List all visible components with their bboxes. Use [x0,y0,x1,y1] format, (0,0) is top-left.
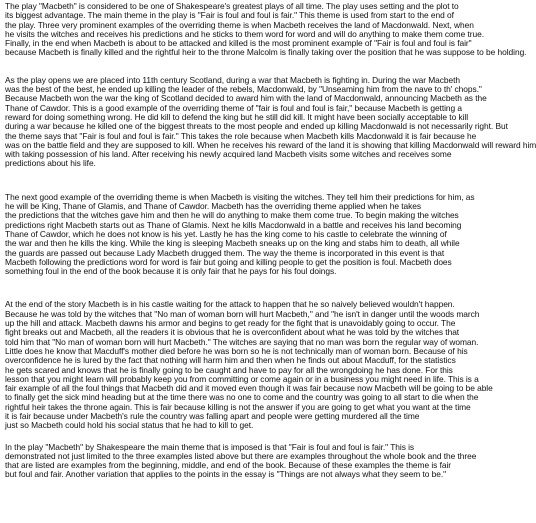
essay-line: reward for doing something wrong. He did kill to defend the king but he still did kill. It might have been socially acceptable to kill [5,111,469,122]
essay-line: rightful heir takes the throne again. This is fair because killing is not the answer if you are going to get what you want at the time [5,401,471,412]
essay-line: was on the battle field and they are supposed to kill. When he receives his reward of the land it is showing that killing Macdonwald will reward him [5,139,536,150]
essay-line: just so Macbeth could hold his social status that he had to kill to get. [5,420,254,431]
paragraph-second-example [5,191,475,277]
essay-line: the play. Three very prominent examples of the overriding theme is when Macbeth receives the land of Macdonwald. Next, when [5,19,474,30]
essay-line: the war and then he kills the king. While the king is sleeping Macbeth sneaks up on the king and stabs him to death, all while [5,238,460,249]
essay-line: he visits the witches and receives his predictions and he sticks to them word for word and will do anything to make them come true. [5,28,484,39]
essay-line: it is fair because under Macbeth's rule the country was falling apart and people were getting murdered all the time [5,410,420,421]
essay-document [5,1,536,480]
essay-line: he will be King, Thane of Glamis, and Thane of Cawdor. Macbeth has the overriding theme applied when he takes [5,201,422,212]
paragraph-gap [5,276,471,300]
essay-line: told him that "No man of woman born will hurt Macbeth." The witches are saying that no man was born the regular way of woman. [5,336,479,347]
essay-line: In the play "Macbeth" by Shakespeare the main theme that is imposed is that "Fair is foul and foul is fair." This is [5,441,415,452]
essay-line: Little does he know that Macduff's mother died before he was born so he is not technically man of woman born. Because of his [5,345,468,356]
essay-line: during a war because he killed one of the biggest threats to the most people and ended up killing Macdonwald is not necessarily right. But [5,121,508,132]
essay-line: he gets scared and knows that he is finally going to be caught and have to pay for all the wrongdoing he has done. For this [5,364,453,375]
essay-line: demonstrated not just limited to the three examples listed above but there are examples throughout the whole book and the three [5,450,477,461]
essay-line: the predictions that the witches gave him and then he will do anything to make them come true. To begin making the witches [5,210,459,221]
essay-line: that are listed are examples from the beginning, middle, and end of the book. Because of these examples the theme is fair [5,460,452,471]
essay-line: Finally, in the end when Macbeth is about to be attacked and killed is the most prominent example of "Fair is foul and foul is fair" [5,38,472,49]
essay-line: The play "Macbeth" is considered to be one of Shakespeare's greatest plays of all time. The play uses setting and the plot to [5,1,459,11]
essay-line: something foul in the end of the book because it is only fair that he pays for his foul doings. [5,266,337,277]
essay-line: the guards are passed out because Lady Macbeth drugged them. The way the theme is incorporated in this event is that [5,247,445,258]
essay-line: As the play opens we are placed into 11th century Scotland, during a war that Macbeth is fighting in. During the war Macbeth [5,74,460,85]
essay-line: fair example of all the foul things that Macbeth did and it moved even though it was fair because now Macbeth will be going to be able [5,383,493,394]
essay-line: Thane of Cawdor, which he does not know is his yet. Lastly he has the king come to his castle to celebrate the winning of [5,228,447,239]
essay-line: up the hill and attack. Macbeth dawns his armor and begins to get ready for the fight that is unavoidably going to occur. The [5,318,456,329]
essay-line: predictions about his life. [5,158,96,169]
essay-line: Because he was told by the witches that "No man of woman born will hurt Macbeth," and "he isn't in danger until the woods march [5,308,480,319]
paragraph-gap [5,58,471,76]
essay-line: The next good example of the overriding theme is when Macbeth is visiting the witches. They tell him their predictions for him, as [5,191,475,202]
essay-line: its biggest advantage. The main theme in the play is "Fair is foul and foul is fair." This theme is used from start to the end of [5,10,454,21]
essay-line: to finally get the sick mind heading but at the time there was no one to come and the country was going to all start to die when the [5,392,479,403]
essay-line: with taking possession of his land. After receiving his newly acquired land Macbeth visits some witches and receives some [5,149,452,160]
paragraph-gap [5,431,471,443]
essay-line: Because Macbeth won the war the king of Scotland decided to award him with the land of Macdonwald, announcing Macbeth as the [5,93,487,104]
essay-line: overconfidence he is lured by the fact that nothing will harm him and then when he finds out about Macduff, for the statistics [5,355,456,366]
essay-line: but foul and fair. Another variation that applies to the points in the essay is "Things are not always what they seem to be." [5,469,447,480]
essay-line: At the end of the story Macbeth is in his castle waiting for the attack to happen that he so naively believed wouldn't happen. [5,299,455,310]
paragraph-conclusion [5,441,477,480]
paragraph-third-example [5,299,493,431]
essay-line: lesson that you might learn will probably keep you from committing or come again or in a business you might need in life. This is a [5,373,479,384]
essay-line: predictions right Macbeth starts out as Thane of Glamis. Next he kills Macdonwald in a battle and receives his land becoming [5,219,462,230]
essay-line: was the best of the best, he ended up killing the leader of the rebels, Macdonwald, by "Unseaming him from the nave to th' chops." [5,84,482,95]
paragraph-gap [5,169,471,193]
essay-line: fight breaks out and Macbeth, all the readers it is obvious that he is overconfident about what he was told by the witches that [5,327,460,338]
paragraph-introduction [5,1,527,58]
essay-line: Macbeth following the predictions word for word is fair but going and killing people to get the position is foul. Macbeth does [5,256,452,267]
essay-line: Thane of Cawdor. This is a good example of the overriding theme of "fair is foul and foul is fair," because Macbeth is getting a [5,102,463,113]
essay-line: the theme says that "Fair is foul and foul is fair." This takes the role because when Macbeth kills Macdonwald it is fair because he [5,130,477,141]
paragraph-first-example [5,74,536,169]
essay-line: because Macbeth is finally killed and the rightful heir to the throne Malcolm is finally taking over the position that he was suppose to be holding. [5,47,527,58]
